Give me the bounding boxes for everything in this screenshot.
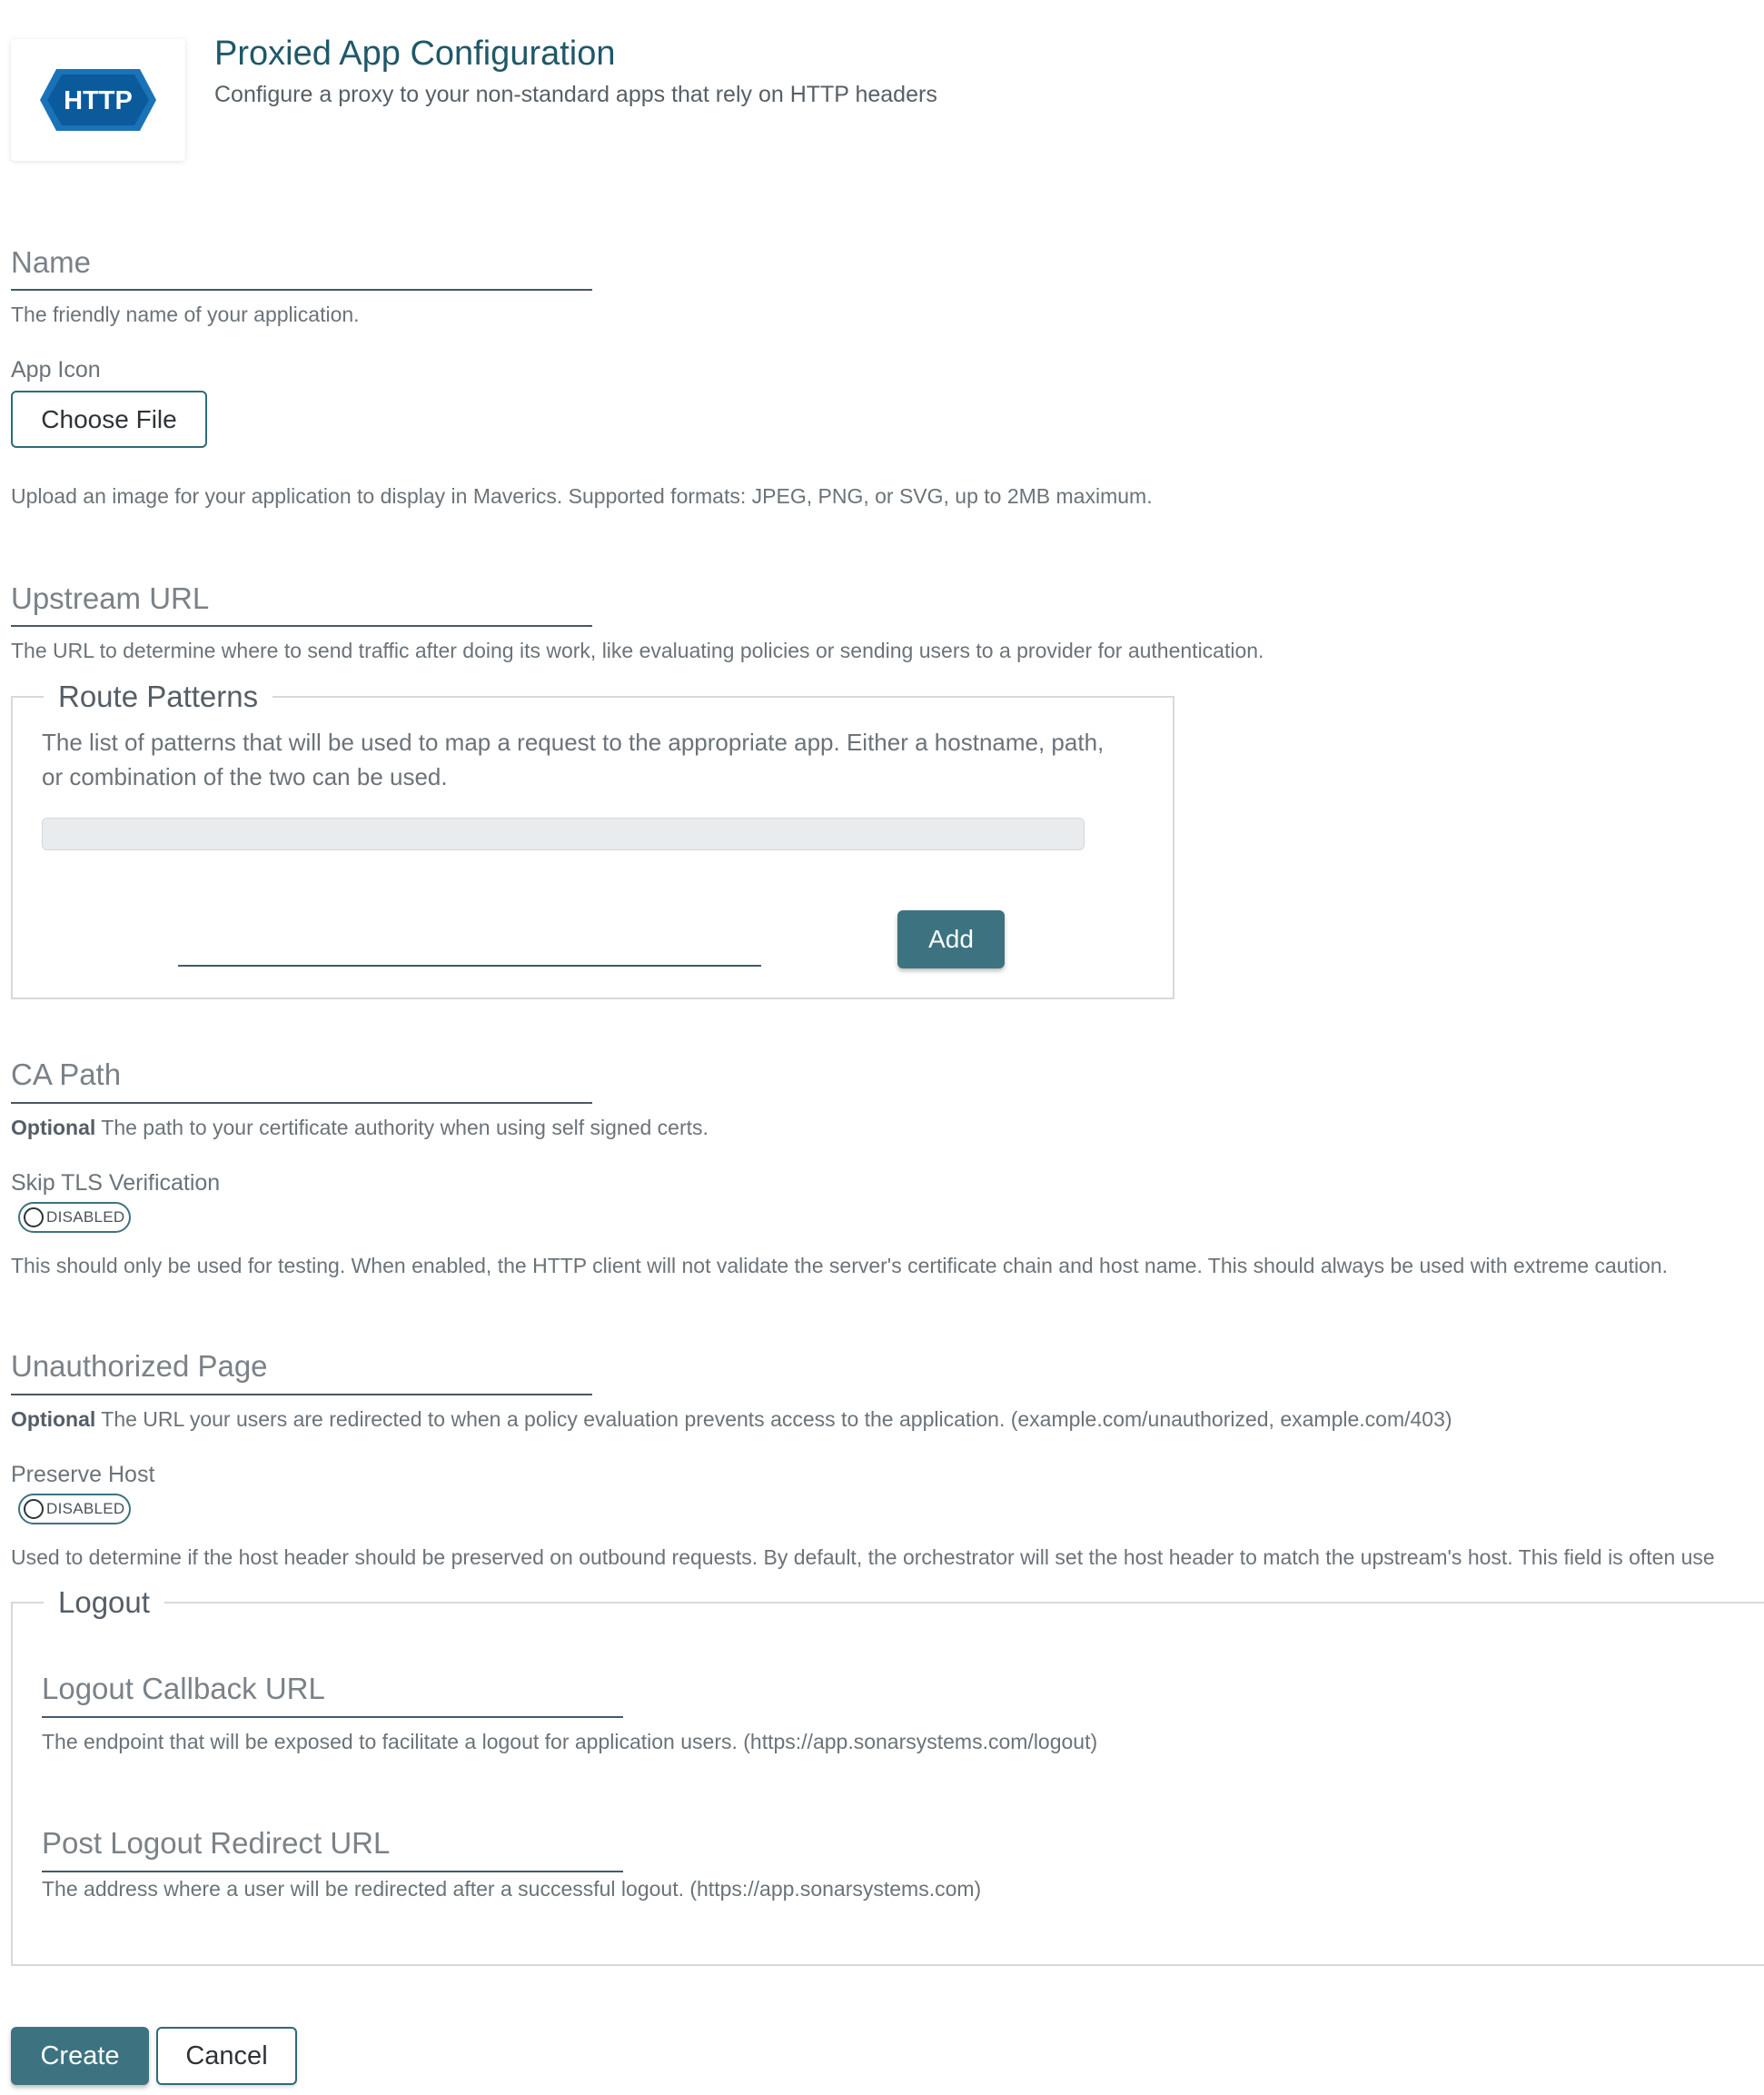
skip-tls-label: Skip TLS Verification [11,1170,221,1196]
ca-path-help: Optional The path to your certificate authority when using self signed certs. [11,1116,709,1139]
name-input-underline [11,289,592,291]
app-logo [11,39,185,161]
toggle-knob [24,1499,44,1519]
choose-file-button[interactable]: Choose File [11,391,207,448]
upstream-url-help: The URL to determine where to send traffic after doing its work, like evaluating policies or sending users to a provider for authentication. [11,639,1264,662]
post-logout-redirect-underline [42,1871,623,1872]
cancel-button[interactable]: Cancel [156,2027,297,2085]
unauthorized-page-underline [11,1394,592,1395]
logout-legend: Logout [58,1585,150,1619]
app-icon-help: Upload an image for your application to display in Maverics. Supported formats: JPEG, PNG, or SVG, up to 2MB maximum. [11,484,1153,508]
logout-fieldset [11,1585,1764,1966]
post-logout-redirect-url-input[interactable]: Post Logout Redirect URL [42,1826,391,1860]
name-input[interactable]: Name [11,245,92,279]
upstream-url-input[interactable]: Upstream URL [11,581,210,615]
page-title: Proxied App Configuration [214,35,616,73]
toggle-state: DISABLED [46,1500,125,1517]
create-button[interactable]: Create [11,2027,149,2085]
upstream-url-underline [11,625,592,627]
logout-callback-help: The endpoint that will be exposed to facilitate a logout for application users. (https://app.sonarsystems.com/logout) [42,1730,1098,1753]
logout-callback-url-input[interactable]: Logout Callback URL [42,1672,325,1705]
skip-tls-toggle[interactable] [18,1202,131,1233]
app-icon-label: App Icon [11,357,101,382]
page-subtitle: Configure a proxy to your non-standard apps that rely on HTTP headers [214,82,937,107]
unauthorized-page-help: Optional The URL your users are redirected to when a policy evaluation prevents access to the application. (example.com/unauthorized, example.com/403) [11,1407,1452,1431]
ca-path-input[interactable]: CA Path [11,1057,122,1091]
unauthorized-page-input[interactable]: Unauthorized Page [11,1349,268,1383]
logout-callback-underline [42,1716,623,1718]
skip-tls-help: This should only be used for testing. When enabled, the HTTP client will not validate the server's certificate chain and host name. This should always be used with extreme caution. [11,1254,1669,1277]
add-route-button[interactable]: Add [897,910,1005,968]
name-help: The friendly name of your application. [11,303,360,326]
post-logout-redirect-help: The address where a user will be redirected after a successful logout. (https://app.sonarsystems.com) [42,1877,982,1901]
route-pattern-list [42,818,1085,850]
ca-path-underline [11,1102,592,1104]
toggle-state: DISABLED [46,1208,125,1226]
route-patterns-legend: Route Patterns [58,680,259,713]
preserve-host-help: Used to determine if the host header should be preserved on outbound requests. By default, the orchestrator will set the host header to match the upstream's host. This field is often use [11,1545,1715,1569]
svg-text:HTTP: HTTP [64,86,133,115]
preserve-host-label: Preserve Host [11,1462,155,1487]
route-pattern-input[interactable] [178,965,761,967]
toggle-knob [24,1207,44,1227]
http-logo-icon [38,67,158,133]
preserve-host-toggle[interactable] [18,1494,131,1524]
route-patterns-description: The list of patterns that will be used to map a request to the appropriate app. Either a hostname, path, or combination of the two can be used. [42,729,1105,790]
